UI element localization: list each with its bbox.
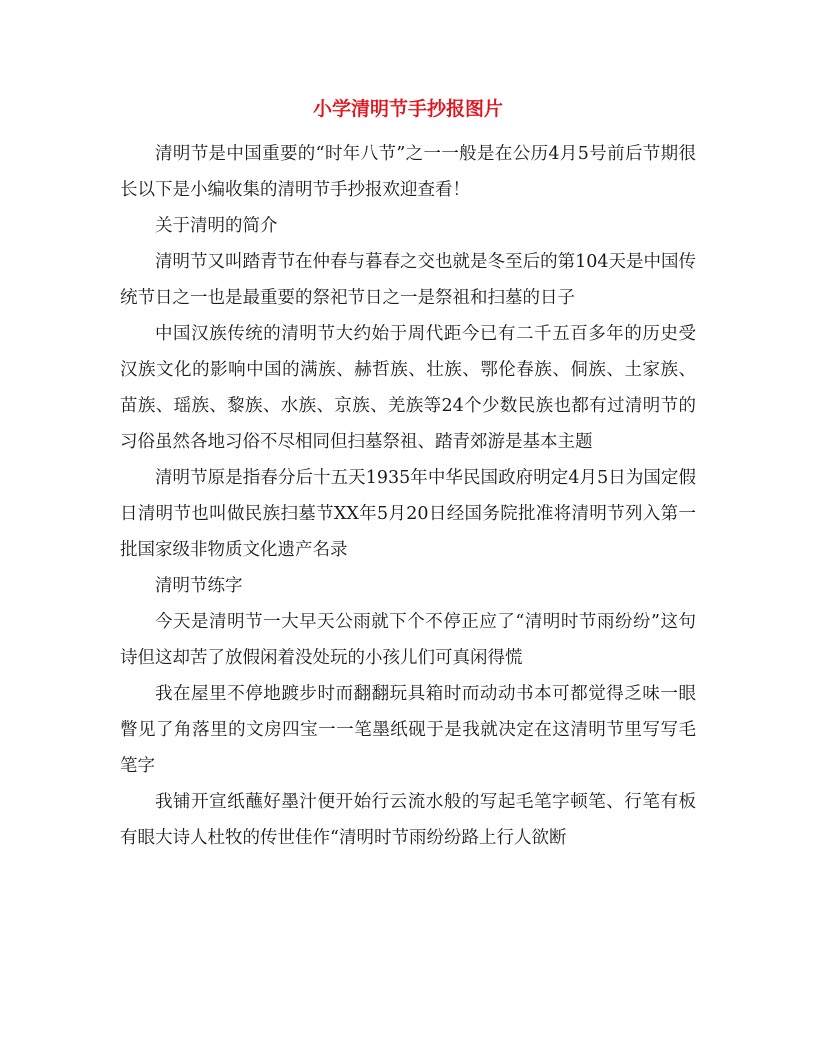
paragraph-room: 我在屋里不停地踱步时而翻翻玩具箱时而动动书本可都觉得乏味一眼瞥见了角落里的文房四宝一一笔墨纸砚于是我就决定在这清明节里写写毛笔字 [120,684,696,776]
section-heading-about: 关于清明的简介 [155,216,278,236]
paragraph-writing: 我铺开宣纸蘸好墨汁便开始行云流水般的写起毛笔字顿笔、行笔有板有眼大诗人杜牧的传世佳作“清明时节雨纷纷路上行人欲断 [120,792,696,848]
document-title: 小学清明节手抄报图片 [312,98,503,120]
paragraph-intro: 清明节是中国重要的“时年八节”之一一般是在公历4月5号前后节期很长以下是小编收集的清明节手抄报欢迎查看！ [120,144,696,200]
document-body [120,136,696,856]
paragraph-history: 中国汉族传统的清明节大约始于周代距今已有二千五百多年的历史受汉族文化的影响中国的满族、赫哲族、壮族、鄂伦春族、侗族、土家族、苗族、瑶族、黎族、水族、京族、羌族等24个少数民族也都有过清明节的习俗虽然各地习俗不尽相同但扫墓祭祖、踏青郊游是基本主题 [120,324,696,452]
paragraph-about: 清明节又叫踏青节在仲春与暮春之交也就是冬至后的第104天是中国传统节日之一也是最重要的祭祀节日之一是祭祖和扫墓的日子 [120,252,696,308]
section-heading-calligraphy: 清明节练字 [155,576,243,596]
paragraph-rain: 今天是清明节一大早天公雨就下个不停正应了“清明时节雨纷纷”这句诗但这却苦了放假闲着没处玩的小孩儿们可真闲得慌 [120,612,696,668]
paragraph-holiday: 清明节原是指春分后十五天1935年中华民国政府明定4月5日为国定假日清明节也叫做民族扫墓节XX年5月20日经国务院批准将清明节列入第一批国家级非物质文化遗产名录 [120,468,696,560]
